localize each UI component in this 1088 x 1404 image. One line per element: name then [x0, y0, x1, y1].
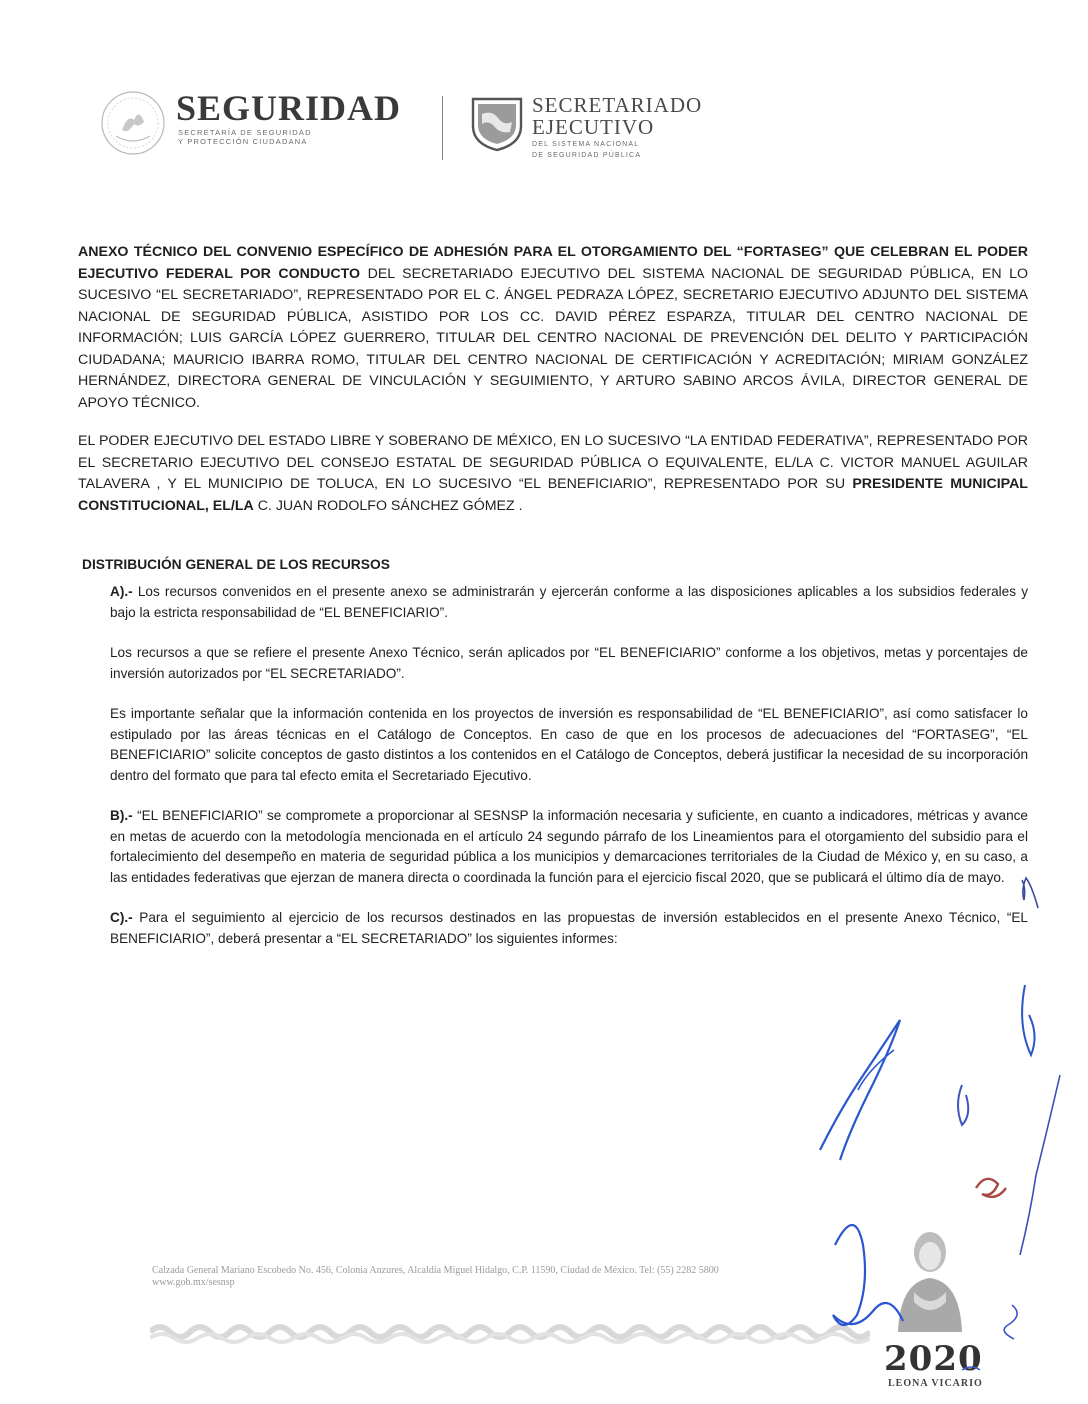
document-body	[78, 242, 1028, 969]
clause-c-text: Para el seguimiento al ejercicio de los recursos destinados en las propuestas de inversión establecidos en el presente Anexo Técnico, “EL BENEFICIARIO”, deberá presentar a “EL SECRETARIADO” los siguientes informes:	[110, 910, 1028, 946]
clause-a-paragraph-3: Es importante señalar que la información contenida en los proyectos de inversión es responsabilidad de “EL BENEFICIARIO”, así como satisfacer lo estipulado por las áreas técnicas en el Catálogo de Conceptos. En caso de que en los procesos de adecuaciones del “FORTASEG”, “EL BENEFICIARIO” solicite conceptos de gasto distintos a los contenidos en el Catálogo de Conceptos, deberá justificar la necesidad de su incorporación dentro del formato que para tal efecto emita el Secretariado Ejecutivo.	[110, 706, 1028, 783]
footer-address	[152, 1265, 852, 1289]
intro-bold-2: PRESIDENTE MUNICIPAL CONSTITUCIONAL, EL/LA	[78, 476, 1028, 514]
clause-a-text: Los recursos convenidos en el presente anexo se administrarán y ejercerán conforme a las disposiciones aplicables a los subsidios federales y bajo la estricta responsabilidad de “EL BENEFICIARIO”.	[110, 584, 1028, 620]
brand-subtitle-2: Y PROTECCIÓN CIUDADANA	[178, 137, 308, 146]
clause-a	[78, 582, 1028, 623]
national-seal-icon	[100, 90, 166, 156]
secretariado-shield-icon	[470, 96, 524, 152]
clause-b-label: B).-	[110, 808, 133, 823]
year-subtitle: LEONA VICARIO	[888, 1378, 983, 1389]
brand2-title-1: SECRETARIADO	[532, 93, 703, 117]
intro-text-2-end: C. JUAN RODOLFO SÁNCHEZ GÓMEZ .	[253, 497, 523, 514]
intro-heading: ANEXO TÉCNICO DEL CONVENIO ESPECÍFICO DE ADHESIÓN PARA EL OTORGAMIENTO DEL “FORTASEG” QUE CELEBRAN EL PODER EJECUTIVO FEDERAL POR CONDUCTO	[78, 244, 1028, 282]
footer-website: www.gob.mx/sesnsp	[152, 1277, 235, 1288]
brand-title: SEGURIDAD	[176, 88, 402, 128]
clause-a-paragraph-2: Los recursos a que se refiere el presente Anexo Técnico, serán aplicados por “EL BENEFICIARIO” conforme a los objetivos, metas y porcentajes de inversión autorizados por “EL SECRETARIADO”.	[110, 645, 1028, 681]
clause-b-text: “EL BENEFICIARIO” se compromete a proporcionar al SESNSP la información necesaria y suficiente, en cuanto a indicadores, métricas y avance en metas de acuerdo con la metodología mencionada en el artículo 24 segundo párrafo de los Lineamientos para el otorgamiento del subsidio para el fortalecimiento del desempeño en materia de seguridad pública a los municipios y demarcaciones territoriales de la Ciudad de México y, en su caso, a las entidades federativas que ejerzan de manera directa o coordinada la función para el ejercicio fiscal 2020, que se publicará el último día de mayo.	[110, 808, 1028, 885]
brand2-subtitle-2: DE SEGURIDAD PÚBLICA	[532, 152, 642, 159]
year-mark: 2020	[884, 1339, 983, 1379]
brand2-subtitle-1: DEL SISTEMA NACIONAL	[532, 141, 640, 148]
clause-b	[78, 806, 1028, 888]
intro-paragraph-2	[78, 431, 1028, 517]
intro-paragraph-1	[78, 242, 1028, 414]
brand2-title-2: EJECUTIVO	[532, 115, 655, 139]
footer-pattern-band	[150, 1318, 870, 1346]
clause-c-label: C).-	[110, 910, 133, 925]
footer-address-line: Calzada General Mariano Escobedo No. 456, Colonia Anzures, Alcaldía Miguel Hidalgo, C.P. 11590, Ciudad de México. Tel: (55) 2282 5800	[152, 1265, 719, 1276]
secretariado-brand	[532, 94, 702, 160]
leona-vicario-portrait	[890, 1222, 970, 1332]
brand-subtitle-1: SECRETARÍA DE SEGURIDAD	[178, 128, 312, 137]
letterhead	[100, 88, 740, 168]
header-divider	[442, 96, 443, 160]
seguridad-brand	[176, 88, 401, 146]
intro-text-1: DEL SECRETARIADO EJECUTIVO DEL SISTEMA NACIONAL DE SEGURIDAD PÚBLICA, EN LO SUCESIVO “EL SECRETARIADO”, REPRESENTADO POR EL C. ÁNGEL PEDRAZA LÓPEZ, SECRETARIO EJECUTIVO ADJUNTO DEL SISTEMA NACIONAL DE SEGURIDAD PÚBLICA, ASISTIDO POR LOS CC. DAVID PÉREZ ESPARZA, TITULAR DEL CENTRO NACIONAL DE INFORMACIÓN; LUIS GARCÍA LÓPEZ GUERRERO, TITULAR DEL CENTRO NACIONAL DE PREVENCIÓN DEL DELITO Y PARTICIPACIÓN CIUDADANA; MAURICIO IBARRA ROMO, TITULAR DEL CENTRO NACIONAL DE CERTIFICACIÓN Y ACREDITACIÓN; MIRIAM GONZÁLEZ HERNÁNDEZ, DIRECTORA GENERAL DE VINCULACIÓN Y SEGUIMIENTO, Y ARTURO SABINO ARCOS ÁVILA, DIRECTOR GENERAL DE APOYO TÉCNICO.	[78, 265, 1028, 411]
clause-a-label: A).-	[110, 584, 133, 599]
section-title: DISTRIBUCIÓN GENERAL DE LOS RECURSOS	[82, 557, 390, 572]
clause-c	[78, 908, 1028, 949]
intro-text-2: EL PODER EJECUTIVO DEL ESTADO LIBRE Y SOBERANO DE MÉXICO, EN LO SUCESIVO “LA ENTIDAD FEDERATIVA”, REPRESENTADO POR EL SECRETARIO EJECUTIVO DEL CONSEJO ESTATAL DE SEGURIDAD PÚBLICA O EQUIVALENTE, EL/LA C. VICTOR MANUEL AGUILAR TALAVERA , Y EL MUNICIPIO DE TOLUCA, EN LO SUCESIVO “EL BENEFICIARIO”, REPRESENTADO POR SU	[78, 433, 1028, 492]
